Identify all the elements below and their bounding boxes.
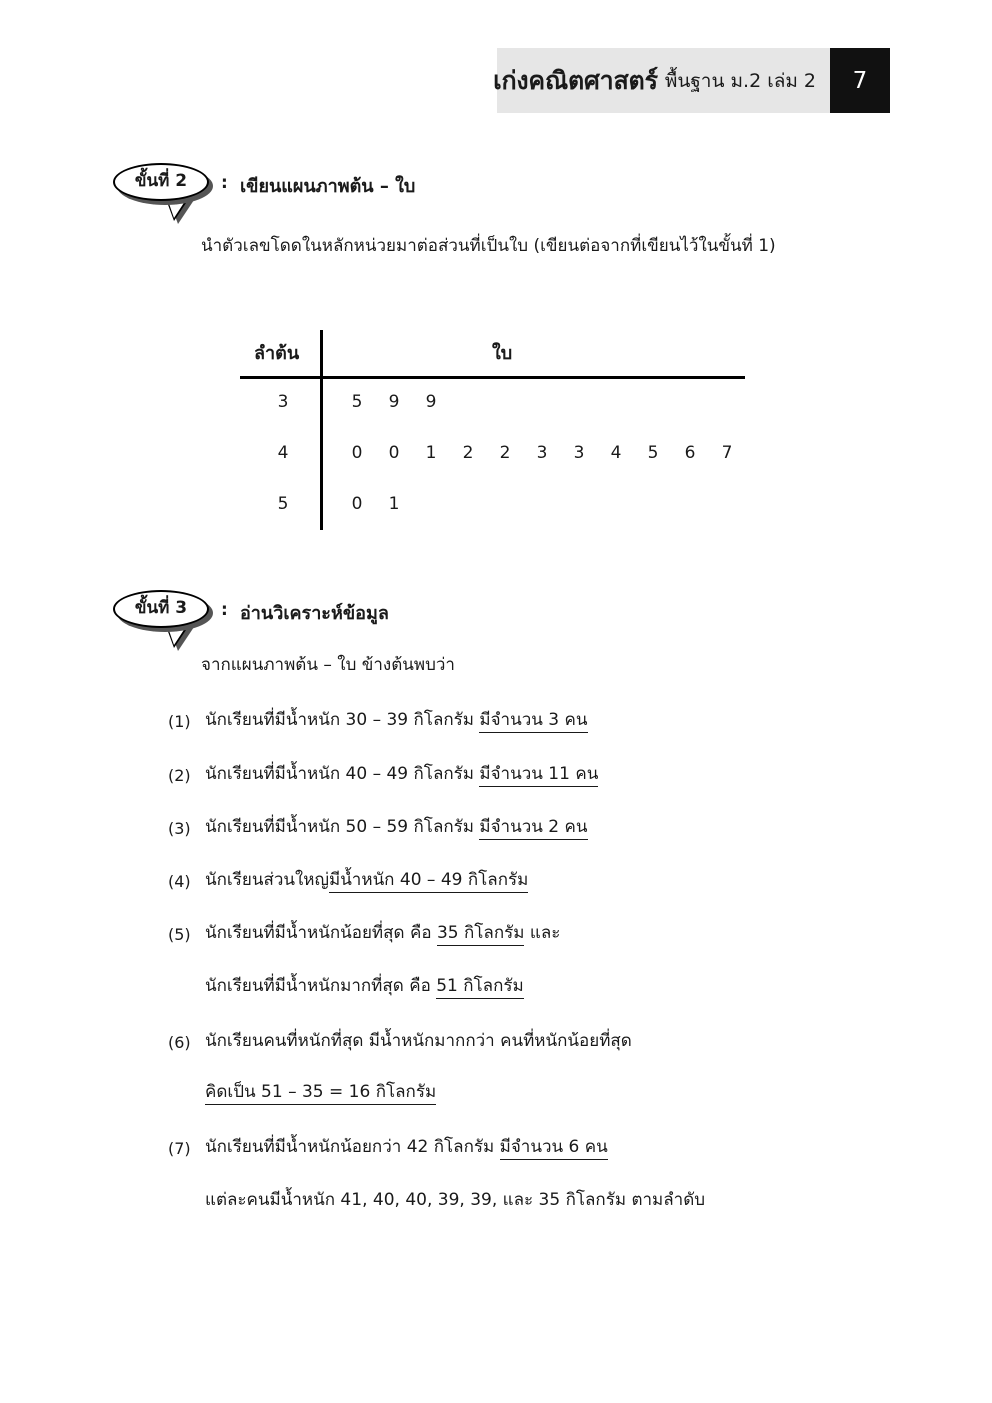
item-1-number: (1) (168, 712, 191, 731)
stem-column-header: ลำต้น (254, 343, 300, 364)
leaf-value: 2 (499, 443, 511, 463)
item-3 (205, 817, 588, 838)
item-4-number: (4) (168, 872, 191, 891)
item-4-answer: มีน้ำหนัก 40 – 49 กิโลกรัม (329, 870, 528, 893)
step-3-label: ขั้นที่ 3 (134, 597, 188, 618)
item-6-calculation: คิดเป็น 51 – 35 = 16 กิโลกรัม (205, 1082, 436, 1105)
item-7-line-2: แต่ละคนมีน้ำหนัก 41, 40, 40, 39, 39, และ 35 กิโลกรัม ตามลำดับ (205, 1190, 706, 1210)
leaf-value: 0 (351, 443, 363, 463)
leaf-value: 3 (536, 443, 548, 463)
item-6-number: (6) (168, 1033, 191, 1052)
item-5-text: นักเรียนที่มีน้ำหนักน้อยที่สุด คือ (205, 923, 437, 943)
item-5-number: (5) (168, 925, 191, 944)
step-2-label: ขั้นที่ 2 (134, 170, 188, 191)
stem-leaf-row (240, 443, 745, 493)
step-3-heading: อ่านวิเคราะห์ข้อมูล (240, 603, 389, 624)
leaf-value: 9 (388, 392, 400, 412)
step-3-header (0, 590, 992, 650)
step-2-heading: เขียนแผนภาพต้น – ใบ (240, 176, 416, 197)
item-6-line-1: นักเรียนคนที่หนักที่สุด มีน้ำหนักมากกว่า คนที่หนักน้อยที่สุด (205, 1031, 632, 1051)
item-5-text-2: นักเรียนที่มีน้ำหนักมากที่สุด คือ (205, 976, 437, 996)
item-3-number: (3) (168, 819, 191, 838)
bubble-body (113, 590, 209, 628)
item-7-answer: มีจำนวน 6 คน (500, 1137, 608, 1160)
item-5-text-after: และ (524, 923, 561, 943)
item-1-answer: มีจำนวน 3 คน (479, 710, 587, 733)
header-band (493, 48, 830, 113)
item-2-number: (2) (168, 766, 191, 785)
step-3-colon: : (221, 600, 228, 620)
stem-value: 3 (277, 392, 289, 412)
stem-value: 4 (277, 443, 289, 463)
page-number-badge (830, 48, 890, 113)
leaf-value: 6 (684, 443, 696, 463)
leaf-value: 0 (388, 443, 400, 463)
item-1-text: นักเรียนที่มีน้ำหนัก 30 – 39 กิโลกรัม (205, 710, 480, 730)
stem-value: 5 (277, 494, 289, 514)
item-7-line-1 (205, 1137, 608, 1158)
item-5-answer-min: 35 กิโลกรัม (437, 923, 525, 946)
leaf-value: 5 (647, 443, 659, 463)
item-5-line-2 (205, 976, 524, 997)
book-subtitle: พื้นฐาน ม.2 เล่ม 2 (664, 69, 816, 92)
item-7-number: (7) (168, 1139, 191, 1158)
leaf-value: 9 (425, 392, 437, 412)
leaf-value: 1 (425, 443, 437, 463)
leaf-column-header: ใบ (492, 343, 513, 364)
stem-and-leaf-table (240, 330, 750, 530)
step-2-colon: : (221, 173, 228, 193)
item-5-answer-max: 51 กิโลกรัม (436, 976, 524, 999)
step-3-intro: จากแผนภาพต้น – ใบ ข้างต้นพบว่า (201, 655, 455, 675)
item-2 (205, 764, 598, 785)
stem-leaf-row (240, 494, 745, 544)
item-2-text: นักเรียนที่มีน้ำหนัก 40 – 49 กิโลกรัม (205, 764, 480, 784)
item-6-line-2 (205, 1082, 436, 1103)
stem-leaf-row (240, 392, 745, 442)
item-4 (205, 870, 528, 891)
leaf-value: 5 (351, 392, 363, 412)
leaf-value: 0 (351, 494, 363, 514)
table-horizontal-rule (240, 376, 745, 379)
leaf-value: 4 (610, 443, 622, 463)
item-1 (205, 710, 588, 731)
leaf-value: 7 (721, 443, 733, 463)
item-7-text: นักเรียนที่มีน้ำหนักน้อยกว่า 42 กิโลกรัม (205, 1137, 500, 1157)
bubble-body (113, 163, 209, 201)
step-2-header (0, 163, 992, 223)
item-3-text: นักเรียนที่มีน้ำหนัก 50 – 59 กิโลกรัม (205, 817, 480, 837)
leaf-value: 1 (388, 494, 400, 514)
step-3-bubble (113, 590, 217, 646)
page-number: 7 (852, 67, 868, 94)
item-3-answer: มีจำนวน 2 คน (479, 817, 587, 840)
item-5-line-1 (205, 923, 560, 944)
book-title: เก่งคณิตศาสตร์ (493, 65, 658, 95)
item-2-answer: มีจำนวน 11 คน (479, 764, 598, 787)
leaf-value: 3 (573, 443, 585, 463)
item-4-text: นักเรียนส่วนใหญ่ (205, 870, 329, 890)
step-2-instruction: นำตัวเลขโดดในหลักหน่วยมาต่อส่วนที่เป็นใบ (เขียนต่อจากที่เขียนไว้ในขั้นที่ 1) (201, 236, 776, 256)
step-2-bubble (113, 163, 217, 219)
leaf-value: 2 (462, 443, 474, 463)
